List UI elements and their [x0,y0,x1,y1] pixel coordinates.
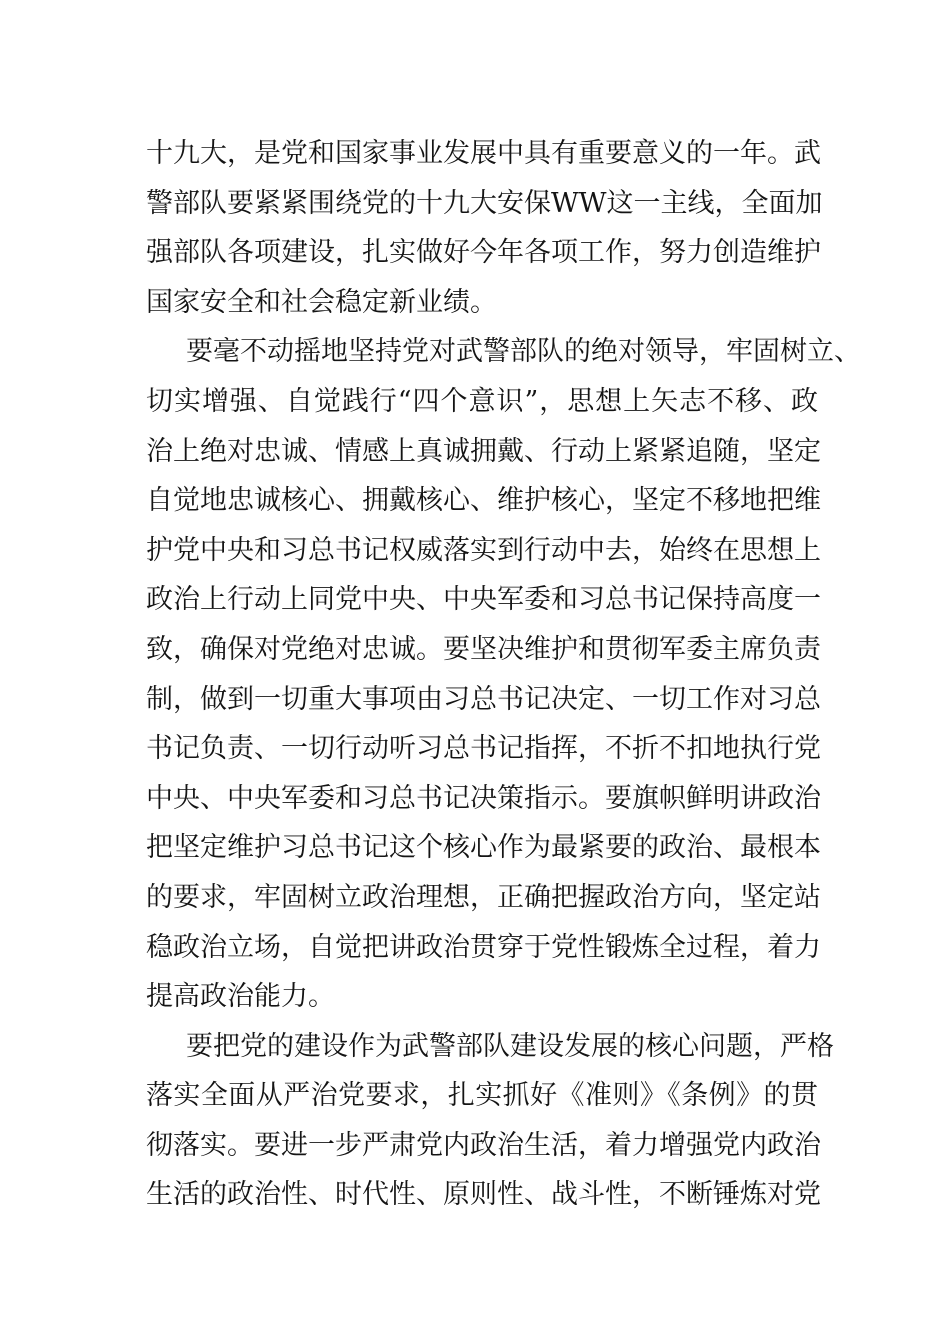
text-line: 中央、中央军委和习总书记决策指示。要旗帜鲜明讲政治 [146,782,821,814]
text-line: 国家安全和社会稳定新业绩。 [146,286,497,318]
paragraph-3 [146,1022,834,1220]
text-line: 落实全面从严治党要求，扎实抓好《准则》《条例》的贯 [146,1080,818,1112]
text-line: 提高政治能力。 [146,981,335,1013]
text-line: 的要求，牢固树立政治理想，正确把握政治方向，坚定站 [146,881,821,913]
text-line: 强部队各项建设，扎实做好今年各项工作，努力创造维护 [146,237,821,269]
text-line: 切实增强、自觉践行“四个意识”，思想上矢志不移、政 [146,385,818,417]
text-line: 自觉地忠诚核心、拥戴核心、维护核心，坚定不移地把维 [146,485,821,517]
text-line: 治上绝对忠诚、情感上真诚拥戴、行动上紧紧追随，坚定 [146,435,821,467]
text-line: 护党中央和习总书记权威落实到行动中去，始终在思想上 [146,534,821,566]
paragraph-2 [146,327,861,1021]
text-line: 要毫不动摇地坚持党对武警部队的绝对领导，牢固树立、 [186,336,861,368]
text-line: 彻落实。要进一步严肃党内政治生活，着力增强党内政治 [146,1129,821,1161]
text-line: 警部队要紧紧围绕党的十九大安保WW这一主线，全面加 [146,187,823,219]
document-body [146,129,861,1220]
text-line: 制，做到一切重大事项由习总书记决定、一切工作对习总 [146,683,821,715]
text-line: 政治上行动上同党中央、中央军委和习总书记保持高度一 [146,584,821,616]
text-line: 书记负责、一切行动听习总书记指挥，不折不扣地执行党 [146,733,821,765]
text-line: 要把党的建设作为武警部队建设发展的核心问题，严格 [186,1030,834,1062]
text-line: 十九大，是党和国家事业发展中具有重要意义的一年。武 [146,138,821,169]
text-line: 致，确保对党绝对忠诚。要坚决维护和贯彻军委主席负责 [146,633,821,665]
text-line: 把坚定维护习总书记这个核心作为最紧要的政治、最根本 [146,832,821,864]
text-line: 稳政治立场，自觉把讲政治贯穿于党性锻炼全过程，着力 [146,931,821,963]
text-line: 生活的政治性、时代性、原则性、战斗性，不断锤炼对党 [146,1179,821,1211]
paragraph-1 [146,129,823,327]
